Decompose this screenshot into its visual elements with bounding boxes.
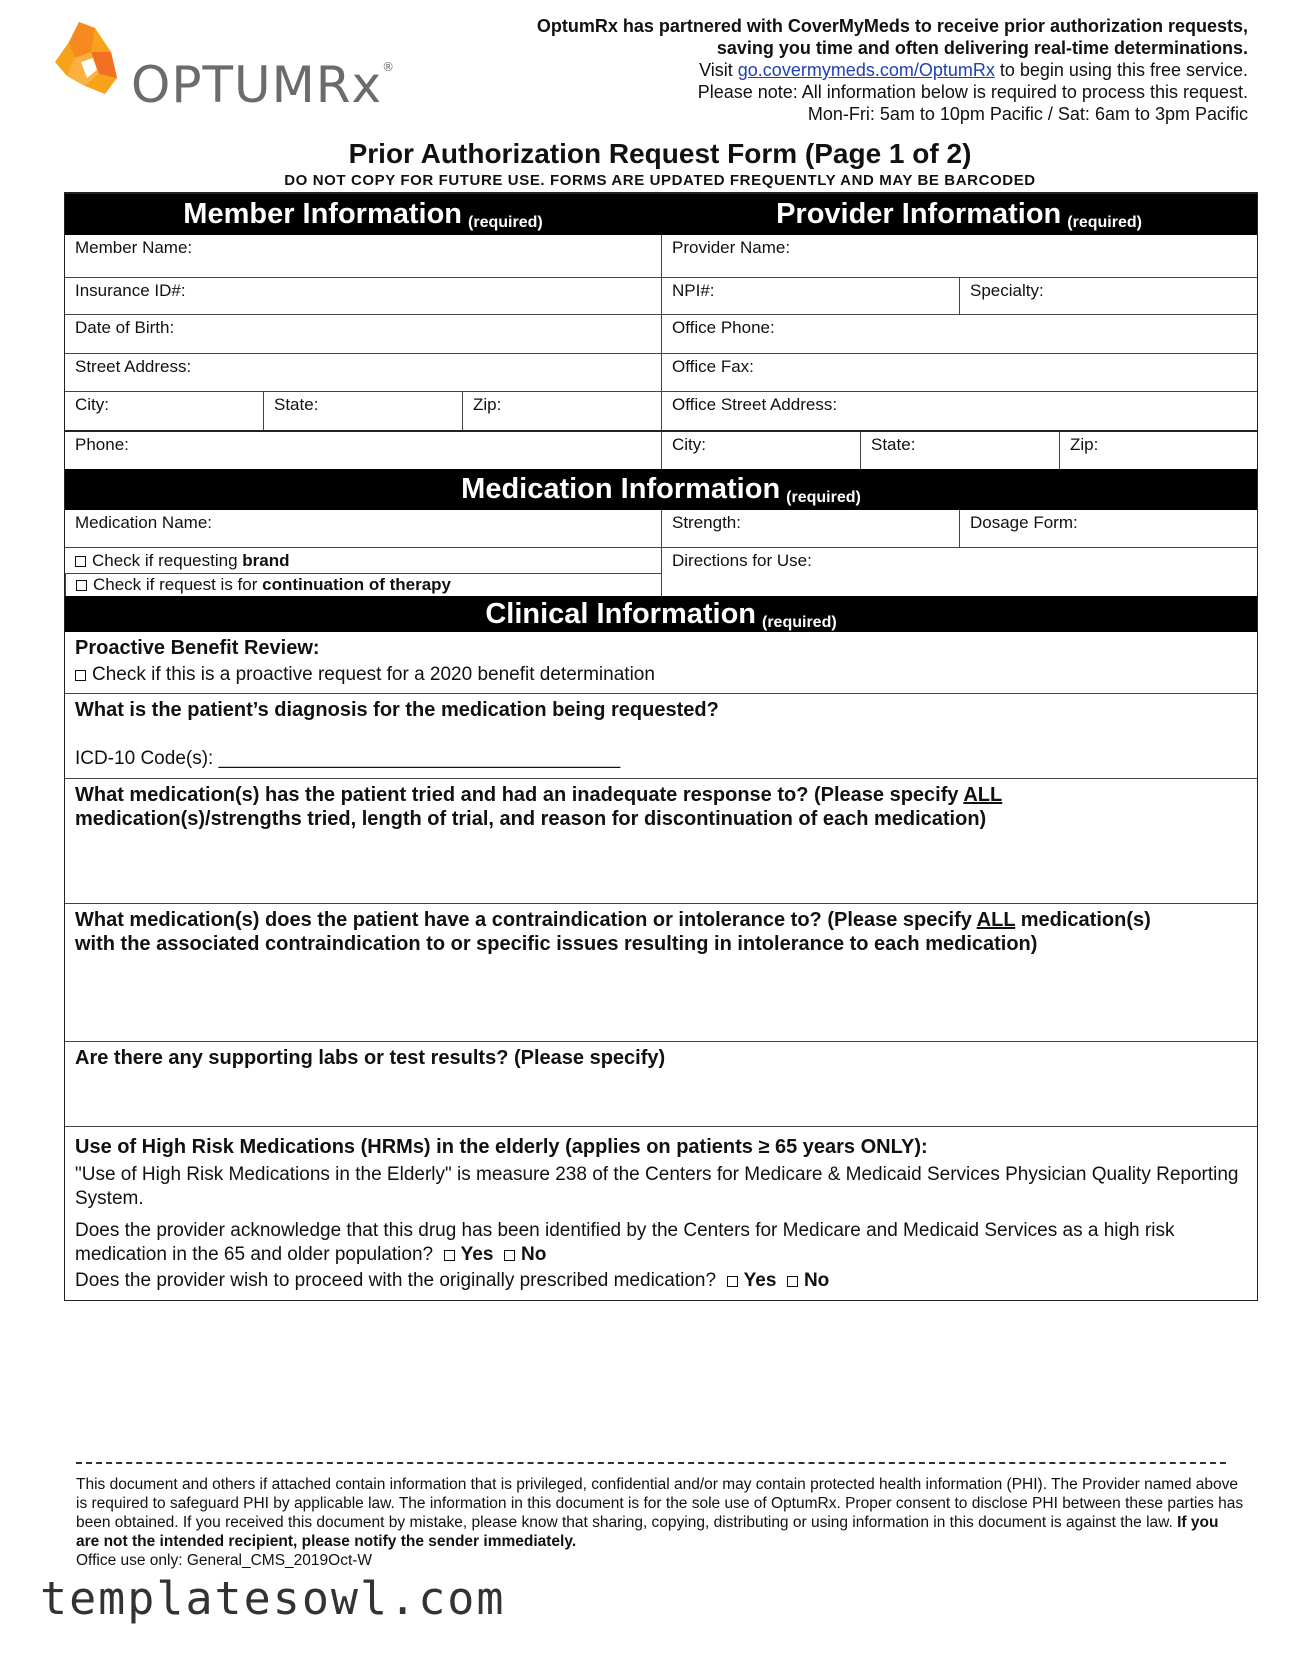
provider-info-heading xyxy=(661,198,1257,231)
member-name-field[interactable]: Member Name: xyxy=(75,238,193,257)
office-use-only: Office use only: General_CMS_2019Oct-W xyxy=(76,1552,373,1569)
provider-state-field[interactable]: State: xyxy=(860,432,1059,469)
member-city-field[interactable]: City: xyxy=(75,395,109,414)
proactive-benefit-section xyxy=(65,632,1257,693)
npi-field[interactable]: NPI#: xyxy=(661,278,959,314)
hrm-q2-yes-checkbox[interactable] xyxy=(727,1276,738,1287)
supporting-labs-section[interactable] xyxy=(65,1041,1257,1126)
labs-question: Are there any supporting labs or test results? (Please specify) xyxy=(75,1047,666,1069)
continuation-label: Check if request is for xyxy=(93,575,263,594)
contra-question-all: ALL xyxy=(976,909,1016,931)
continuation-label-bold: continuation of therapy xyxy=(262,575,452,594)
watermark: templatesowl.com xyxy=(40,1572,506,1625)
medication-required-tag: (required) xyxy=(786,489,861,506)
brand-label: Check if requesting xyxy=(92,551,243,570)
office-phone-field[interactable]: Office Phone: xyxy=(661,315,1257,353)
hrm-question-1 xyxy=(75,1219,1247,1267)
medication-checkboxes xyxy=(65,548,661,596)
proactive-title: Proactive Benefit Review: xyxy=(75,637,320,659)
header-line-5: Mon-Fri: 5am to 10pm Pacific / Sat: 6am to 3pm Pacific xyxy=(807,104,1248,124)
hrm-question-1-text: Does the provider acknowledge that this drug has been identified by the Centers for Medicare and Medicaid Services as a high risk medication in the 65 and older population? xyxy=(75,1220,1175,1265)
header-line-4: Please note: All information below is required to process this request. xyxy=(697,82,1248,102)
header-line-3-pre: Visit xyxy=(699,60,738,80)
provider-zip-field[interactable]: Zip: xyxy=(1059,432,1257,469)
member-required-tag: (required) xyxy=(468,214,543,231)
medication-heading-text: Medication Information xyxy=(461,473,781,505)
optumrx-logo-icon xyxy=(55,22,127,102)
specialty-field[interactable]: Specialty: xyxy=(959,278,1257,314)
covermymeds-link[interactable]: go.covermymeds.com/OptumRx xyxy=(737,60,995,80)
tried-question-part2: medication(s)/strengths tried, length of trial, and reason for discontinuation of each medication) xyxy=(75,808,987,830)
logo-wordmark xyxy=(131,56,395,114)
brand-checkbox-row[interactable] xyxy=(65,548,661,574)
form-row xyxy=(65,391,1257,430)
provider-name-field[interactable]: Provider Name: xyxy=(661,235,1257,277)
section-bar-member-provider xyxy=(65,194,1257,235)
diagnosis-question: What is the patient’s diagnosis for the medication being requested? xyxy=(75,699,719,721)
dosage-form-field[interactable]: Dosage Form: xyxy=(959,510,1257,547)
form-row xyxy=(65,510,1257,547)
icd10-field[interactable]: ICD-10 Code(s): ______________________________________ xyxy=(75,748,621,769)
tried-question-part1: What medication(s) has the patient tried and had an inadequate response to? (Please specify xyxy=(75,784,964,806)
strength-field[interactable]: Strength: xyxy=(661,510,959,547)
hrm-description: "Use of High Risk Medications in the Elderly" is measure 238 of the Centers for Medicare & Medicaid Services Physician Quality Reporting System. xyxy=(75,1164,1239,1209)
medication-name-field[interactable]: Medication Name: xyxy=(75,513,213,532)
form-row xyxy=(65,353,1257,391)
form-row xyxy=(65,430,1257,469)
member-zip-field[interactable]: Zip: xyxy=(462,392,661,430)
header-line-2: saving you time and often delivering real-time determinations. xyxy=(716,38,1248,58)
diagnosis-section xyxy=(65,693,1257,778)
member-phone-field[interactable]: Phone: xyxy=(75,435,129,454)
footer-bold-text: If you are not the intended recipient, please notify the sender immediately. xyxy=(76,1514,1219,1550)
tried-medications-section[interactable] xyxy=(65,778,1257,903)
member-state-field[interactable]: State: xyxy=(263,392,462,430)
prior-auth-form xyxy=(64,192,1258,1301)
member-info-heading xyxy=(65,198,661,231)
provider-city-field[interactable]: City: xyxy=(661,432,860,469)
clinical-info-heading xyxy=(65,598,1257,631)
form-row xyxy=(65,547,1257,596)
form-row xyxy=(65,277,1257,314)
member-heading-text: Member Information xyxy=(183,198,463,230)
tried-question-all: ALL xyxy=(963,784,1003,806)
form-title: Prior Authorization Request Form (Page 1 of 2) xyxy=(348,138,972,169)
brand-label-bold: brand xyxy=(242,551,290,570)
proactive-checkbox-row[interactable] xyxy=(75,664,1247,686)
logo-text-optum: OPTUM xyxy=(131,56,316,114)
header-notice xyxy=(537,15,1248,125)
header-line-3-post: to begin using this free service. xyxy=(994,60,1248,80)
office-street-address-field[interactable]: Office Street Address: xyxy=(661,392,1257,430)
contra-question-part1: What medication(s) does the patient have a contraindication or intolerance to? (Please specify xyxy=(75,909,977,931)
hrm-q1-no-checkbox[interactable] xyxy=(504,1250,515,1261)
hrm-question-2 xyxy=(75,1269,1247,1293)
form-row xyxy=(65,235,1257,277)
clinical-heading-text: Clinical Information xyxy=(485,597,756,630)
hrm-q2-no-label: No xyxy=(803,1270,830,1291)
date-of-birth-field[interactable]: Date of Birth: xyxy=(75,318,175,337)
hrm-title: Use of High Risk Medications (HRMs) in the elderly (applies on patients ≥ 65 years ONLY): xyxy=(75,1136,928,1158)
contra-question-part1b: medication(s) xyxy=(1015,909,1151,931)
header-line-3 xyxy=(537,59,1248,81)
medication-info-heading xyxy=(65,473,1257,506)
section-bar-clinical xyxy=(65,596,1257,632)
hrm-q2-yes-label: Yes xyxy=(743,1270,777,1291)
proactive-checkbox-label: Check if this is a proactive request for a 2020 benefit determination xyxy=(92,664,655,685)
hrm-q1-no-label: No xyxy=(521,1244,547,1265)
contraindication-question xyxy=(75,908,1247,956)
optumrx-logo xyxy=(55,22,396,114)
street-address-field[interactable]: Street Address: xyxy=(75,357,192,376)
form-row xyxy=(65,314,1257,353)
contra-question-part2: with the associated contraindication to or specific issues resulting in intolerance to each medication) xyxy=(75,933,1038,955)
footer-text: This document and others if attached contain information that is privileged, confidential and/or may contain protected health information (PHI). The Provider named above is required to safeguard PHI by applicable law. The information in this document is for the sole use of OptumRx. Proper consent to disclose PHI between these parties has been obtained. If you received this document by mistake, please know that sharing, copying, distributing or using information in this document is against the law. xyxy=(76,1476,1244,1531)
insurance-id-field[interactable]: Insurance ID#: xyxy=(75,281,186,300)
clinical-required-tag: (required) xyxy=(762,613,837,631)
tried-question xyxy=(75,783,1247,831)
footer-disclaimer xyxy=(76,1475,1246,1570)
form-subtitle: DO NOT COPY FOR FUTURE USE. FORMS ARE UPDATED FREQUENTLY AND MAY BE BARCODED xyxy=(284,172,1036,189)
continuation-checkbox-row[interactable] xyxy=(65,574,661,596)
hrm-q2-no-checkbox[interactable] xyxy=(787,1276,798,1287)
hrm-question-2-text: Does the provider wish to proceed with the originally prescribed medication? xyxy=(75,1270,717,1291)
hrm-section xyxy=(65,1126,1257,1300)
contraindication-section[interactable] xyxy=(65,903,1257,1041)
logo-registered: ® xyxy=(382,60,396,74)
brand-checkbox[interactable] xyxy=(75,556,86,567)
provider-required-tag: (required) xyxy=(1067,214,1142,231)
section-bar-medication xyxy=(65,469,1257,510)
header-line-1: OptumRx has partnered with CoverMyMeds to receive prior authorization requests, xyxy=(536,16,1248,36)
directions-for-use-field[interactable]: Directions for Use: xyxy=(661,548,1257,596)
proactive-checkbox[interactable] xyxy=(75,670,86,681)
hrm-q1-yes-checkbox[interactable] xyxy=(444,1250,455,1261)
logo-text-rx: Rx xyxy=(315,56,383,114)
continuation-checkbox[interactable] xyxy=(76,580,87,591)
provider-heading-text: Provider Information xyxy=(776,198,1062,230)
office-fax-field[interactable]: Office Fax: xyxy=(661,354,1257,391)
hrm-q1-yes-label: Yes xyxy=(460,1244,494,1265)
footer-divider xyxy=(76,1462,1226,1465)
